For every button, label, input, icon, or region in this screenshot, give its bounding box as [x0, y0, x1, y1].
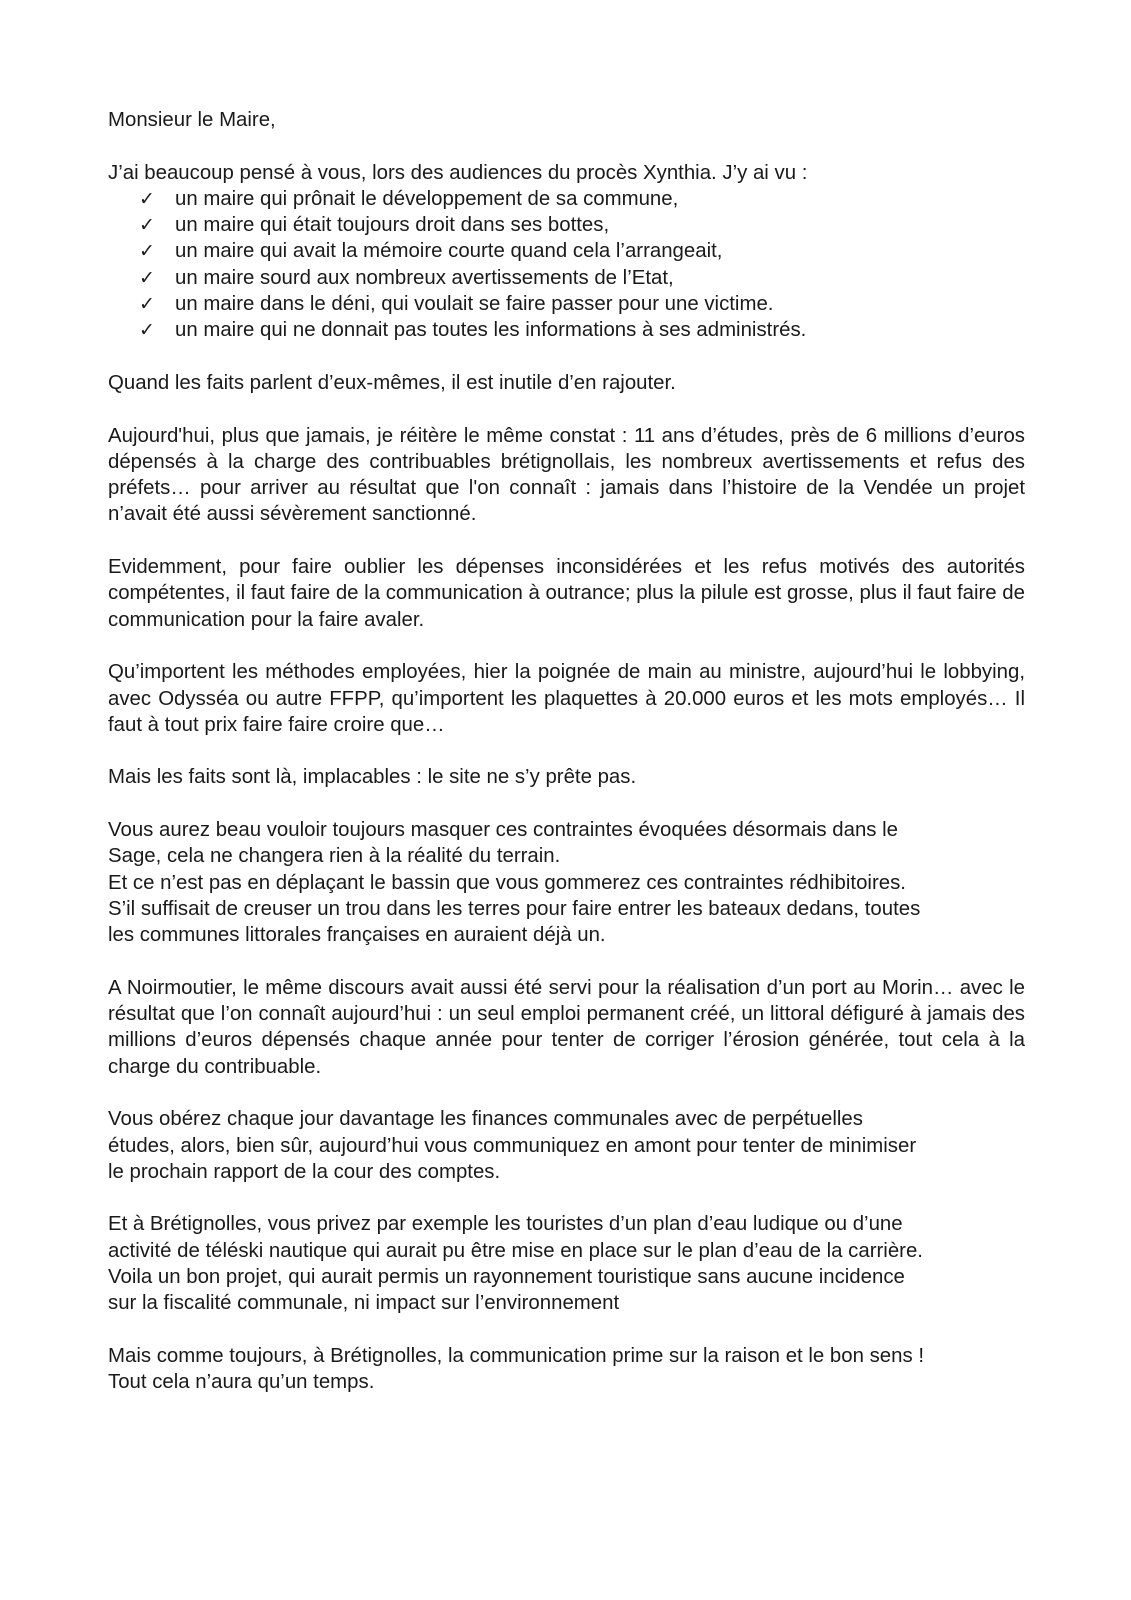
letter-page: [108, 107, 1025, 1396]
list-item: ✓ un maire qui ne donnait pas toutes les informations à ses administrés.: [139, 317, 1025, 343]
checkmark-icon: ✓: [139, 240, 155, 263]
paragraph-noirmoutier: A Noirmoutier, le même discours avait aussi été servi pour la réalisation d’un port au Morin… avec le résultat que l’on connaît aujourd’hui : un seul emploi permanent créé, un littoral défiguré à jamais des millions d’euros dépensés chaque année pour tenter de corriger l’érosion générée, tout cela à la charge du contribuable.: [108, 976, 1025, 1078]
paragraph-contraintes: Vous aurez beau vouloir toujours masquer ces contraintes évoquées désormais dans le Sage, cela ne changera rien à la réalité du terrain. Et ce n’est pas en déplaçant le bassin que vous gommerez ces contraintes rédhibitoires. S’il suffisait de creuser un trou dans les terres pour faire entrer les bateaux dedans, toutes les communes littorales françaises en auraient déjà un.: [108, 819, 921, 947]
list-item: ✓ un maire sourd aux nombreux avertissements de l’Etat,: [139, 265, 1025, 291]
list-item: ✓ un maire qui était toujours droit dans ses bottes,: [139, 212, 1025, 238]
paragraph-bretignolles: Et à Brétignolles, vous privez par exemple les touristes d’un plan d’eau ludique ou d’une activité de téléski nautique qui aurait pu être mise en place sur le plan d’eau de la carrière. Voila un bon projet, qui aurait permis un rayonnement touristique sans aucune incidence sur la fiscalité communale, ni impact sur l’environnement: [108, 1213, 923, 1315]
list-item: ✓ un maire qui prônait le développement de sa commune,: [139, 186, 1025, 212]
paragraph-finances: Vous obérez chaque jour davantage les finances communales avec de perpétuelles études, alors, bien sûr, aujourd’hui vous communiquez en amont pour tenter de minimiser le prochain rapport de la cour des comptes.: [108, 1108, 917, 1183]
paragraph-methodes: Qu’importent les méthodes employées, hier la poignée de main au ministre, aujourd’hui le lobbying, avec Odysséa ou autre FFPP, qu’importent les plaquettes à 20.000 euros et les mots employés… Il faut à tout prix faire faire croire que…: [108, 661, 1025, 736]
checklist: [108, 186, 1025, 344]
paragraph-communication: Evidemment, pour faire oublier les dépenses inconsidérées et les refus motivés des autorités compétentes, il faut faire de la communication à outrance; plus la pilule est grosse, plus il faut faire de communication pour la faire avaler.: [108, 556, 1025, 631]
checkmark-icon: ✓: [139, 293, 155, 316]
list-item: ✓ un maire qui avait la mémoire courte quand cela l’arrangeait,: [139, 238, 1025, 264]
salutation: Monsieur le Maire,: [108, 109, 276, 131]
checkmark-icon: ✓: [139, 187, 155, 210]
paragraph-constat: Aujourd'hui, plus que jamais, je réitère le même constat : 11 ans d’études, près de 6 millions d’euros dépensés à la charge des contribuables brétignollais, les nombreux avertissements et refus des préfets… pour arriver au résultat que l'on connaît : jamais dans l’histoire de la Vendée un projet n’avait été aussi sévèrement sanctionné.: [108, 424, 1025, 526]
intro-paragraph: J’ai beaucoup pensé à vous, lors des audiences du procès Xynthia. J’y ai vu :: [108, 161, 808, 184]
list-item: ✓ un maire dans le déni, qui voulait se faire passer pour une victime.: [139, 291, 1025, 317]
paragraph-facts: Quand les faits parlent d’eux-mêmes, il est inutile d’en rajouter.: [108, 371, 676, 394]
paragraph-conclusion: Mais comme toujours, à Brétignolles, la communication prime sur la raison et le bon sens ! Tout cela n’aura qu’un temps.: [108, 1344, 924, 1394]
checkmark-icon: ✓: [139, 266, 155, 289]
paragraph-site: Mais les faits sont là, implacables : le site ne s’y prête pas.: [108, 766, 637, 789]
checkmark-icon: ✓: [139, 214, 155, 237]
checkmark-icon: ✓: [139, 319, 155, 342]
